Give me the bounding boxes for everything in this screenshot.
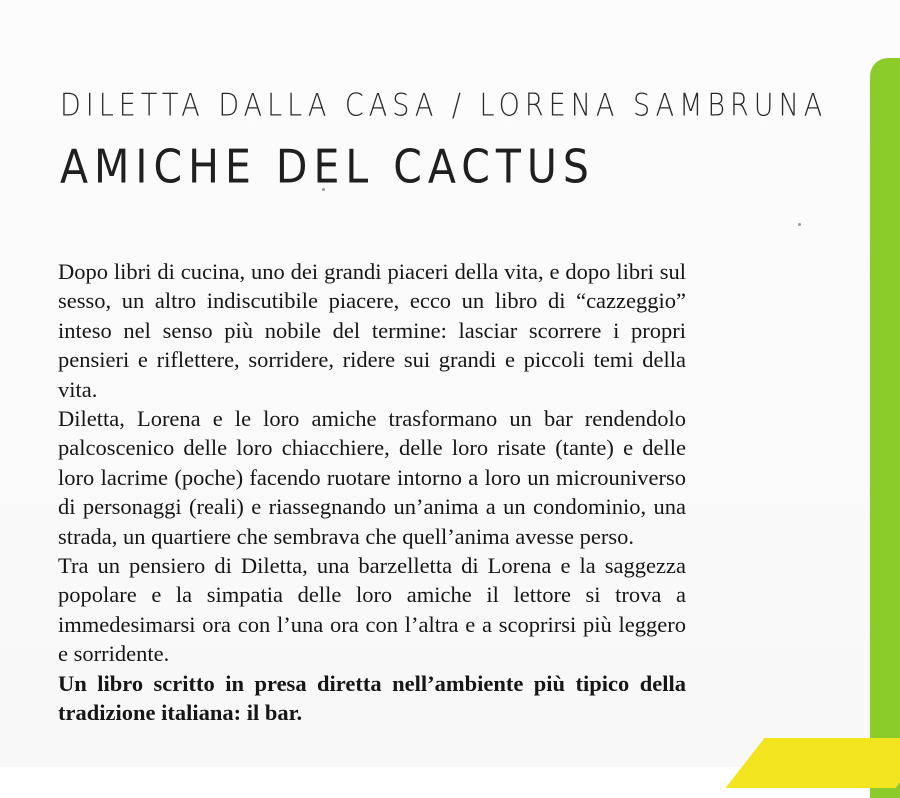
- synopsis-closing-line: Un libro scritto in presa diretta nell’ambiente più tipico della tradizione italiana: il bar.: [58, 670, 686, 726]
- synopsis-paragraph-1: Dopo libri di cucina, uno dei grandi piaceri della vita, e dopo libri sul sesso, un altro indiscutibile piacere, ecco un libro di “cazzeggio” inteso nel senso più nobile del termine: lasciar scorrere i propri pensieri e riflettere, sorridere, ridere sui grandi e piccoli temi della vita.: [58, 259, 686, 402]
- green-edge-tab: [870, 58, 900, 798]
- yellow-corner-tab: [725, 738, 900, 788]
- book-title: AMICHE DEL CACTUS: [60, 140, 595, 194]
- synopsis-paragraph-2: Diletta, Lorena e le loro amiche trasformano un bar rendendolo palcoscenico delle loro chiacchiere, delle loro risate (tante) e delle loro lacrime (poche) facendo ruotare intorno a loro un microuniverso di personaggi (reali) e riassegnando un’anima a un condominio, una strada, un quartiere che sembrava che quell’anima avesse perso.: [58, 406, 686, 549]
- paper-speck: [798, 223, 801, 226]
- synopsis-text: [58, 257, 686, 728]
- book-authors: DILETTA DALLA CASA / LORENA SAMBRUNA: [60, 88, 828, 124]
- synopsis-paragraph-3: Tra un pensiero di Diletta, una barzelletta di Lorena e la saggezza popolare e la simpatia delle loro amiche il lettore si trova a immedesimarsi ora con l’una ora con l’altra e a scoprirsi più leggero e sorridente.: [58, 553, 686, 667]
